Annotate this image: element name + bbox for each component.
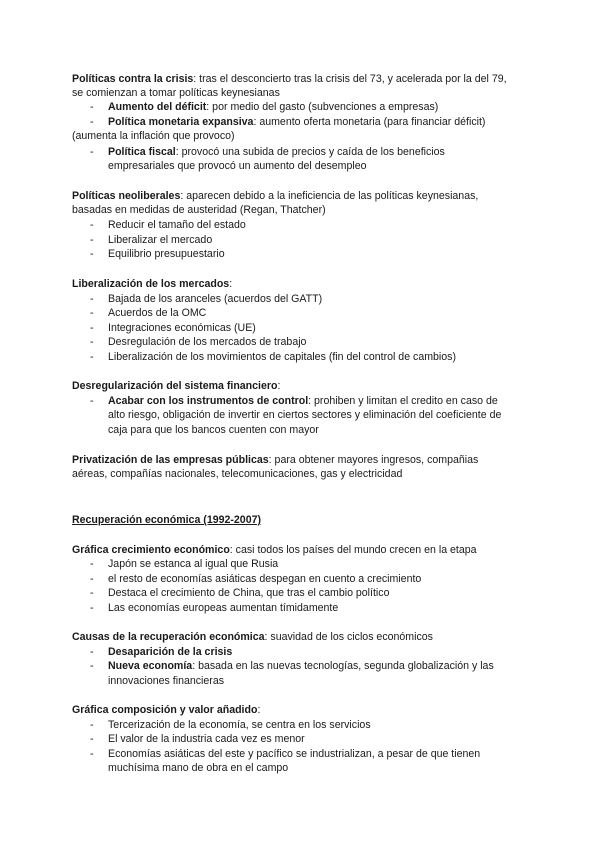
list-item-text: : prohiben y limitan el credito en caso de (308, 395, 498, 407)
list-item-continuation: caja para que los bancos cuenten con mayor (108, 424, 319, 436)
bullet-dash: - (90, 719, 94, 731)
list-item-title: Desaparición de la crisis (108, 646, 233, 658)
paragraph-line (72, 379, 280, 394)
list-item (108, 145, 445, 160)
paragraph-text: : (229, 278, 233, 290)
chapter-heading: Recuperación económica (1992-2007) (72, 514, 262, 526)
paragraph-text: : (257, 704, 261, 716)
list-item-title: Aumento del déficit (108, 101, 207, 113)
list-item-continuation: empresariales que provocó un aumento del desempleo (108, 160, 367, 172)
paragraph-line (72, 453, 478, 468)
list-item-title: Política monetaria expansiva (108, 116, 254, 128)
list-item-continuation: innovaciones financieras (108, 675, 225, 687)
bullet-dash: - (90, 587, 94, 599)
paragraph-text: : casi todos los países del mundo crecen en la etapa (229, 544, 477, 556)
list-item: Acuerdos de la OMC (108, 307, 207, 319)
list-item-title: Política fiscal (108, 146, 176, 158)
paragraph-line (72, 189, 478, 204)
bullet-dash: - (90, 395, 94, 407)
list-item: Tercerización de la economía, se centra en los servicios (108, 719, 371, 731)
list-item-text: : provocó una subida de precios y caída de los beneficios (175, 146, 445, 158)
list-item: Liberalizar el mercado (108, 234, 213, 246)
bullet-dash: - (90, 234, 94, 246)
section-title: Gráfica composición y valor añadido (72, 704, 258, 716)
paragraph-line (72, 277, 232, 292)
paragraph-text: basadas en medidas de austeridad (Regan, Thatcher) (72, 204, 326, 216)
bullet-dash: - (90, 602, 94, 614)
list-item: Las economías europeas aumentan tímidamente (108, 602, 339, 614)
list-item-title: Acabar con los instrumentos de control (108, 395, 309, 407)
list-item-title: Nueva economía (108, 660, 193, 672)
paragraph-text: aéreas, compañías nacionales, telecomunicaciones, gas y electricidad (72, 468, 403, 480)
list-item (108, 115, 485, 130)
list-item (108, 100, 438, 115)
list-item: Japón se estanca al igual que Rusia (108, 558, 279, 570)
bullet-dash: - (90, 101, 94, 113)
bullet-dash: - (90, 748, 94, 760)
bullet-dash: - (90, 558, 94, 570)
paragraph-line (72, 543, 477, 558)
list-item-continuation: alto riesgo, obligación de invertir en ciertos sectores y eliminación del coeficiente de (108, 409, 502, 421)
list-item-text: : basada en las nuevas tecnologías, segunda globalización y las (192, 660, 494, 672)
bullet-dash: - (90, 660, 94, 672)
list-item: Equilibrio presupuestario (108, 248, 225, 260)
list-item: Bajada de los aranceles (acuerdos del GATT) (108, 293, 323, 305)
bullet-dash: - (90, 146, 94, 158)
paragraph-line (72, 703, 260, 718)
list-item: Liberalización de los movimientos de capitales (fin del control de cambios) (108, 351, 457, 363)
bullet-dash: - (90, 116, 94, 128)
list-item-text: : por medio del gasto (subvenciones a empresas) (206, 101, 439, 113)
list-item: El valor de la industria cada vez es menor (108, 733, 305, 745)
bullet-dash: - (90, 573, 94, 585)
paragraph-text: : tras el desconcierto tras la crisis del 73, y acelerada por la del 79, (193, 73, 507, 85)
bullet-dash: - (90, 733, 94, 745)
bullet-dash: - (90, 248, 94, 260)
list-item: Desregulación de los mercados de trabajo (108, 336, 307, 348)
bullet-dash: - (90, 219, 94, 231)
list-item-continuation: muchísima mano de obra en el campo (108, 762, 289, 774)
paragraph-text: : aparecen debido a la ineficiencia de las políticas keynesianas, (180, 190, 479, 202)
list-item: Integraciones económicas (UE) (108, 322, 256, 334)
bullet-dash: - (90, 646, 94, 658)
bullet-dash: - (90, 307, 94, 319)
list-item: Destaca el crecimiento de China, que tras el cambio político (108, 587, 390, 599)
paragraph-text: : suavidad de los ciclos económicos (264, 631, 433, 643)
section-title: Desregularización del sistema financiero (72, 380, 278, 392)
list-item-continuation: (aumenta la inflación que provoco) (72, 130, 235, 142)
bullet-dash: - (90, 322, 94, 334)
list-item (108, 659, 494, 674)
bullet-dash: - (90, 293, 94, 305)
section-title: Causas de la recuperación económica (72, 631, 265, 643)
bullet-dash: - (90, 336, 94, 348)
list-item (108, 394, 498, 409)
list-item: el resto de economías asiáticas despegan en cuento a crecimiento (108, 573, 422, 585)
section-title: Políticas neoliberales (72, 190, 181, 202)
paragraph-line (72, 72, 507, 87)
list-item: Economías asiáticas del este y pacífico se industrializan, a pesar de que tienen (108, 748, 481, 760)
bullet-dash: - (90, 351, 94, 363)
paragraph-text: se comienzan a tomar políticas keynesianas (72, 87, 280, 99)
list-item-text: : aumento oferta monetaria (para financiar déficit) (253, 116, 486, 128)
paragraph-text: : para obtener mayores ingresos, compañias (268, 454, 479, 466)
list-item: Reducir el tamaño del estado (108, 219, 246, 231)
section-title: Privatización de las empresas públicas (72, 454, 269, 466)
section-title: Gráfica crecimiento económico (72, 544, 230, 556)
section-title: Políticas contra la crisis (72, 73, 194, 85)
section-title: Liberalización de los mercados (72, 278, 230, 290)
paragraph-text: : (277, 380, 281, 392)
paragraph-line (72, 630, 433, 645)
